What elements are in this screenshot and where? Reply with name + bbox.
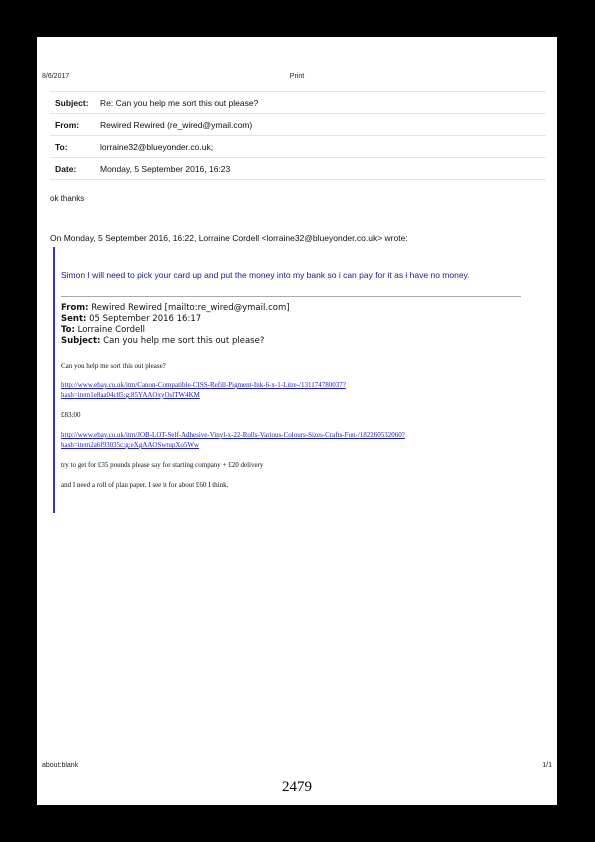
quote-intro: On Monday, 5 September 2016, 16:22, Lorraine Cordell <lorraine32@blueyonder.co.uk> wrote:: [50, 233, 408, 243]
to-label: To:: [50, 136, 96, 158]
ebay-link-ink[interactable]: http://www.ebay.co.uk/itm/Canon-Compatible-CISS-Refill-Pigment-Ink-6-x-1-Litre-/131174780037?: [61, 381, 346, 389]
try-text: try to get for £35 pounds please say for starting company + £20 delivery: [61, 461, 264, 469]
quoted-text: Simon I will need to pick your card up and put the money into my bank so i can pay for it as i have no money.: [61, 270, 470, 280]
ebay-link-vinyl[interactable]: http://www.ebay.co.uk/itm/JOB-LOT-Self-Adhesive-Vinyl-x-22-Rolls-Various-Colours-Sizes-Crafts-Fun-/182260532060?: [61, 431, 405, 439]
forward-subject: Subject: Can you help me sort this out please?: [61, 336, 265, 346]
divider: [61, 296, 521, 297]
body-question: Can you help me sort this out please?: [61, 362, 166, 370]
forward-to: To: Lorraine Cordell: [61, 325, 145, 335]
print-date: 8/6/2017: [42, 73, 70, 80]
email-body: ok thanks: [50, 194, 85, 203]
print-title: Print: [289, 73, 305, 80]
from-row: [50, 114, 546, 136]
forward-header: [61, 303, 290, 347]
forward-from: From: Rewired Rewired [mailto:re_wired@ymail.com]: [61, 303, 290, 313]
ebay-link-ink-hash[interactable]: hash=item1e8aa04c85:g:85YAAOxyOslTW4KM: [61, 391, 200, 399]
subject-label: Subject:: [50, 92, 96, 114]
ebay-link-vinyl-hash[interactable]: hash=item2a6f93035c:g:eXgAAOSwtupXo5Ww: [61, 441, 200, 449]
footer-url: about:blank: [42, 762, 79, 769]
to-row: [50, 136, 546, 158]
page-number: 2479: [282, 779, 312, 795]
date-value: Monday, 5 September 2016, 16:23: [96, 158, 546, 180]
date-label: Date:: [50, 158, 96, 180]
forward-sent: Sent: 05 September 2016 16:17: [61, 314, 202, 324]
to-value: lorraine32@blueyonder.co.uk;: [96, 136, 546, 158]
from-label: From:: [50, 114, 96, 136]
subject-row: [50, 92, 546, 114]
subject-value: Re: Can you help me sort this out please?: [96, 92, 546, 114]
paper-text: and I need a roll of plan paper. I see it for about £60 I think.: [61, 481, 229, 489]
from-value: Rewired Rewired (re_wired@ymail.com): [96, 114, 546, 136]
date-row: [50, 158, 546, 180]
footer-page-count: 1/1: [542, 762, 552, 769]
printed-page: [37, 37, 557, 805]
quoted-message: [53, 247, 525, 513]
price-text: £83:00: [61, 411, 81, 419]
email-header-table: [50, 91, 546, 180]
